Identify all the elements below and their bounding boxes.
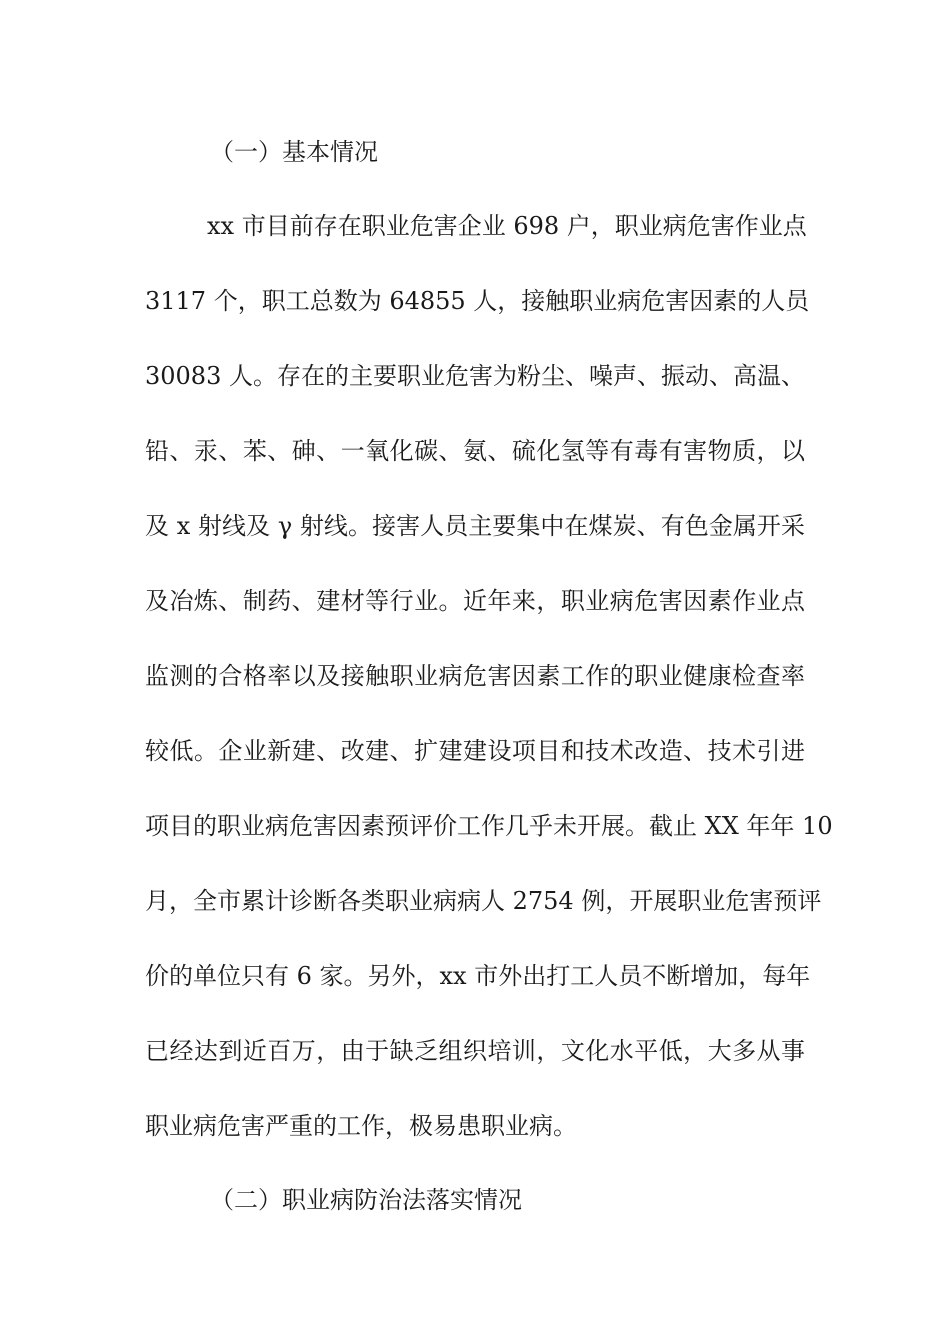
- paragraph-line: 月，全市累计诊断各类职业病病人 2754 例，开展职业危害预评: [145, 887, 822, 915]
- paragraph-line: 已经达到近百万，由于缺乏组织培训，文化水平低，大多从事: [145, 1037, 805, 1065]
- paragraph-line: 3117 个，职工总数为 64855 人，接触职业病危害因素的人员: [145, 287, 810, 315]
- paragraph-line: 职业病危害严重的工作，极易患职业病。: [145, 1112, 577, 1140]
- paragraph-line: 铅、汞、苯、砷、一氧化碳、氨、硫化氢等有毒有害物质，以: [145, 437, 805, 465]
- section-heading-law: （二）职业病防治法落实情况: [210, 1186, 522, 1214]
- paragraph-line: 及冶炼、制药、建材等行业。近年来，职业病危害因素作业点: [145, 587, 805, 615]
- paragraph-line: 项目的职业病危害因素预评价工作几乎未开展。截止 XX 年年 10: [145, 812, 833, 840]
- section-heading-basic: （一）基本情况: [210, 138, 378, 166]
- paragraph-line: xx 市目前存在职业危害企业 698 户，职业病危害作业点: [207, 212, 807, 240]
- paragraph-line: 及 x 射线及 γ 射线。接害人员主要集中在煤炭、有色金属开采: [145, 512, 805, 540]
- paragraph-line: 较低。企业新建、改建、扩建建设项目和技术改造、技术引进: [145, 737, 805, 765]
- paragraph-line: 30083 人。存在的主要职业危害为粉尘、噪声、振动、高温、: [145, 362, 805, 390]
- paragraph-line: 价的单位只有 6 家。另外，xx 市外出打工人员不断增加，每年: [145, 962, 811, 990]
- paragraph-line: 监测的合格率以及接触职业病危害因素工作的职业健康检查率: [145, 662, 805, 690]
